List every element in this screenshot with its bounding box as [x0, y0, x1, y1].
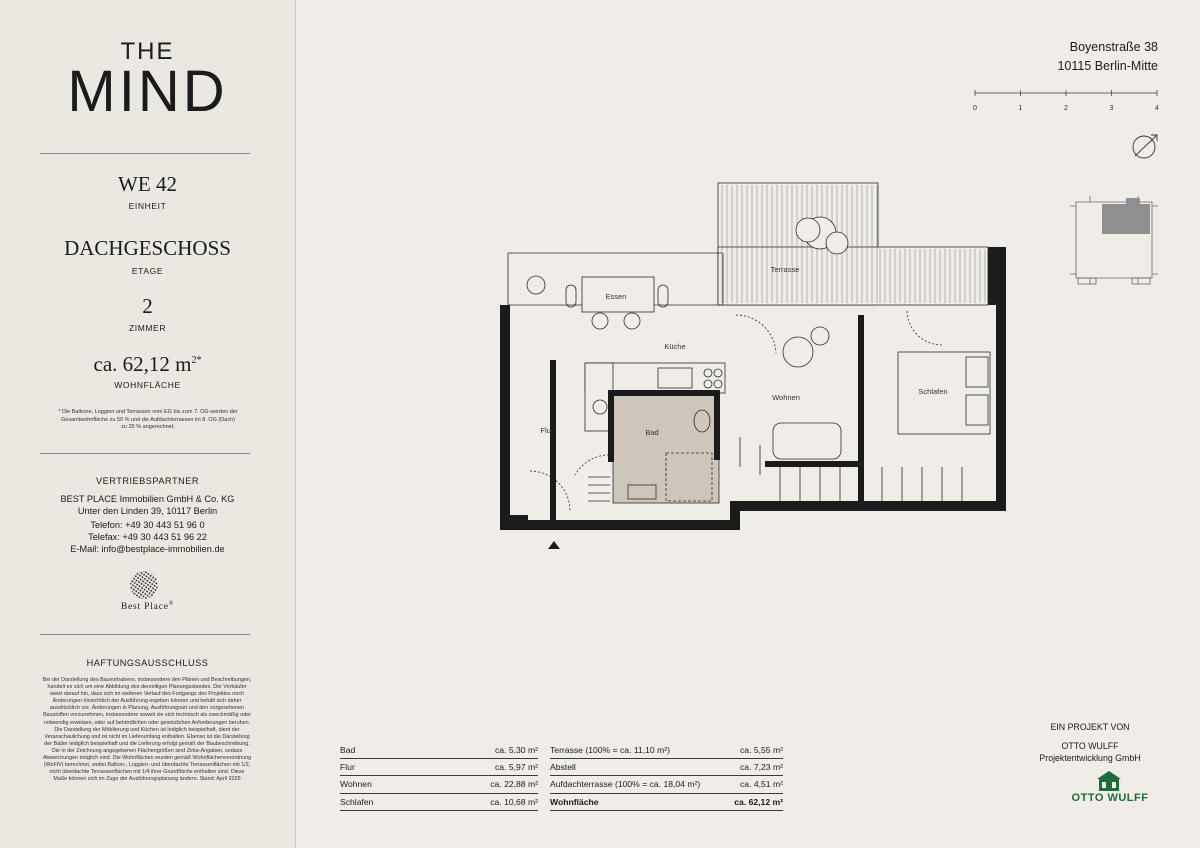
unit-area [0, 352, 295, 377]
divider [40, 634, 250, 635]
area-row [550, 742, 783, 759]
sales-email[interactable]: E-Mail: info@bestplace-immobilien.de [70, 544, 225, 554]
area-row [340, 742, 538, 759]
disclaimer-heading: HAFTUNGSAUSSCHLUSS [86, 658, 209, 668]
room-bad: Bad [645, 428, 659, 437]
room-terrasse: Terrasse [770, 265, 800, 274]
divider [40, 153, 250, 154]
sales-phone: Telefon: +49 30 443 51 96 0 [90, 520, 205, 530]
area-row [340, 793, 538, 810]
area-name: Terrasse (100% = ca. 11,10 m²) [550, 742, 726, 759]
best-place-brand [0, 601, 295, 612]
area-value: ca. 7,23 m² [726, 759, 783, 776]
logo-mind: MIND [67, 59, 228, 124]
unit-area-superscript: 2* [191, 355, 202, 366]
area-row [550, 793, 783, 810]
scale-bar [965, 88, 1165, 118]
scale-tick: 2 [1064, 105, 1068, 112]
logo-the: THE [120, 38, 175, 65]
area-table-left [340, 742, 538, 811]
otto-wulff-logo-text: OTTO WULFF [1071, 792, 1149, 804]
compass-icon [1130, 132, 1160, 162]
area-name: Wohnen [340, 776, 422, 793]
address [1057, 38, 1158, 76]
unit-floor-label: ETAGE [131, 266, 164, 276]
area-name: Flur [340, 759, 422, 776]
divider [40, 453, 250, 454]
area-value: ca. 22,88 m² [422, 776, 538, 793]
unit-number-label: EINHEIT [128, 201, 167, 211]
sales-company: BEST PLACE Immobilien GmbH & Co. KG [60, 494, 235, 504]
otto-wulff-logo-icon [1096, 770, 1122, 792]
sales-heading: VERTRIEBSPARTNER [96, 476, 199, 486]
area-footnote: * Die Balkone, Loggien und Terrassen vom EG bis zum 7. OG werden der Gesamtwohnfläche zu 50 % und die Aufdachterrassen im 8. OG (Dach) zu 25 % angerechnet. [58, 409, 238, 430]
area-value: ca. 5,55 m² [726, 742, 783, 759]
developer-name: OTTO WULFF [1061, 741, 1119, 751]
area-value: ca. 5,30 m² [422, 742, 538, 759]
unit-area-value: ca. 62,12 m [93, 352, 192, 376]
sales-street: Unter den Linden 39, 10117 Berlin [77, 506, 218, 516]
area-row [550, 759, 783, 776]
room-essen: Essen [605, 292, 627, 301]
room-wohnen: Wohnen [772, 393, 800, 402]
area-name: Wohnfläche [550, 793, 726, 810]
best-place-brand-mark: ® [168, 601, 175, 607]
area-row [340, 776, 538, 793]
room-schlafen: Schlafen [918, 387, 948, 396]
area-value: ca. 5,97 m² [422, 759, 538, 776]
scale-tick: 4 [1155, 105, 1159, 112]
address-street: Boyenstraße 38 [1069, 40, 1158, 54]
address-city: 10115 Berlin-Mitte [1057, 59, 1158, 73]
developer-sub: Projektentwicklung GmbH [1039, 753, 1141, 763]
floor-plan [490, 175, 1010, 555]
best-place-brand-name: Best Place [120, 602, 169, 613]
unit-rooms-label: ZIMMER [128, 323, 167, 333]
best-place-logo-icon [128, 569, 160, 601]
scale-tick: 1 [1018, 105, 1023, 112]
unit-rooms: 2 [142, 294, 153, 318]
area-name: Aufdachterrasse (100% = ca. 18,04 m²) [550, 776, 726, 793]
unit-number: WE 42 [118, 172, 177, 196]
area-name: Abstell [550, 759, 726, 776]
area-value: ca. 10,68 m² [422, 793, 538, 810]
area-table-right [550, 742, 783, 811]
sales-fax: Telefax: +49 30 443 51 96 22 [88, 532, 207, 542]
unit-area-label: WOHNFLÄCHE [114, 380, 181, 390]
scale-tick: 3 [1109, 105, 1114, 112]
room-flur: Flur [540, 426, 554, 435]
key-plan [1066, 192, 1162, 288]
scale-tick: 0 [973, 105, 977, 112]
unit-floor: DACHGESCHOSS [64, 236, 231, 260]
disclaimer-text: Bei der Darstellung des Bauvorhabens, insbesondere den Plänen und Beschreibungen, handelt es sich um eine Abbildung des derzeitigen Planungsstandes. Der Verkäufer weist darauf hin, dass sich im weiteren Verlauf des Fortgangs des Projektes noch Änderungen hinsichtlich der Ausführung ergeben können und behält sich daher ausdrücklich vor, Änderungen in Planung, Ausführungsart und den vorgesehenen Baustoffen vorzunehmen, insbesondere soweit sie sich technisch als zweckmäßig oder notwendig erweisen, oder auf behördlichen oder gesetzlichen Anforderungen beruhen. Die Darstellung der Möblierung und Küchen ist lediglich beispielhaft, dient der Veranschaulichung und ist nicht im Lieferumfang enthalten. Ebenso ist die Darstellung der Bäder lediglich beispielhaft und die Lieferung erfolgt gemäß der Baubeschreibung. Die in der Zeichnung angegebenen Flächengrößen sind Zirka-Angaben, sodass Abweichungen möglich sind. Die Wohnflächen wurden gemäß Wohnflächenverordnung (WoFlV) berechnet, wobei Balkon-, Loggien- und überdachte Terrassenflächen mit 1/2, nicht überdachte Terrassenflächen mit 1/4 ihrer Grundfläche enthalten sind. Diese Maße können sich im Zuge der Ausführungsplanung ändern. Stand: April 2025 [42, 677, 252, 783]
area-value: ca. 4,51 m² [726, 776, 783, 793]
key-plan-highlight [1102, 204, 1150, 234]
room-kueche: Küche [664, 342, 686, 351]
area-value: ca. 62,12 m² [726, 793, 783, 810]
area-row [550, 776, 783, 793]
area-row [340, 759, 538, 776]
sidebar [0, 0, 296, 848]
developer-intro: EIN PROJEKT VON [1050, 722, 1130, 732]
area-name: Schlafen [340, 793, 422, 810]
area-name: Bad [340, 742, 422, 759]
